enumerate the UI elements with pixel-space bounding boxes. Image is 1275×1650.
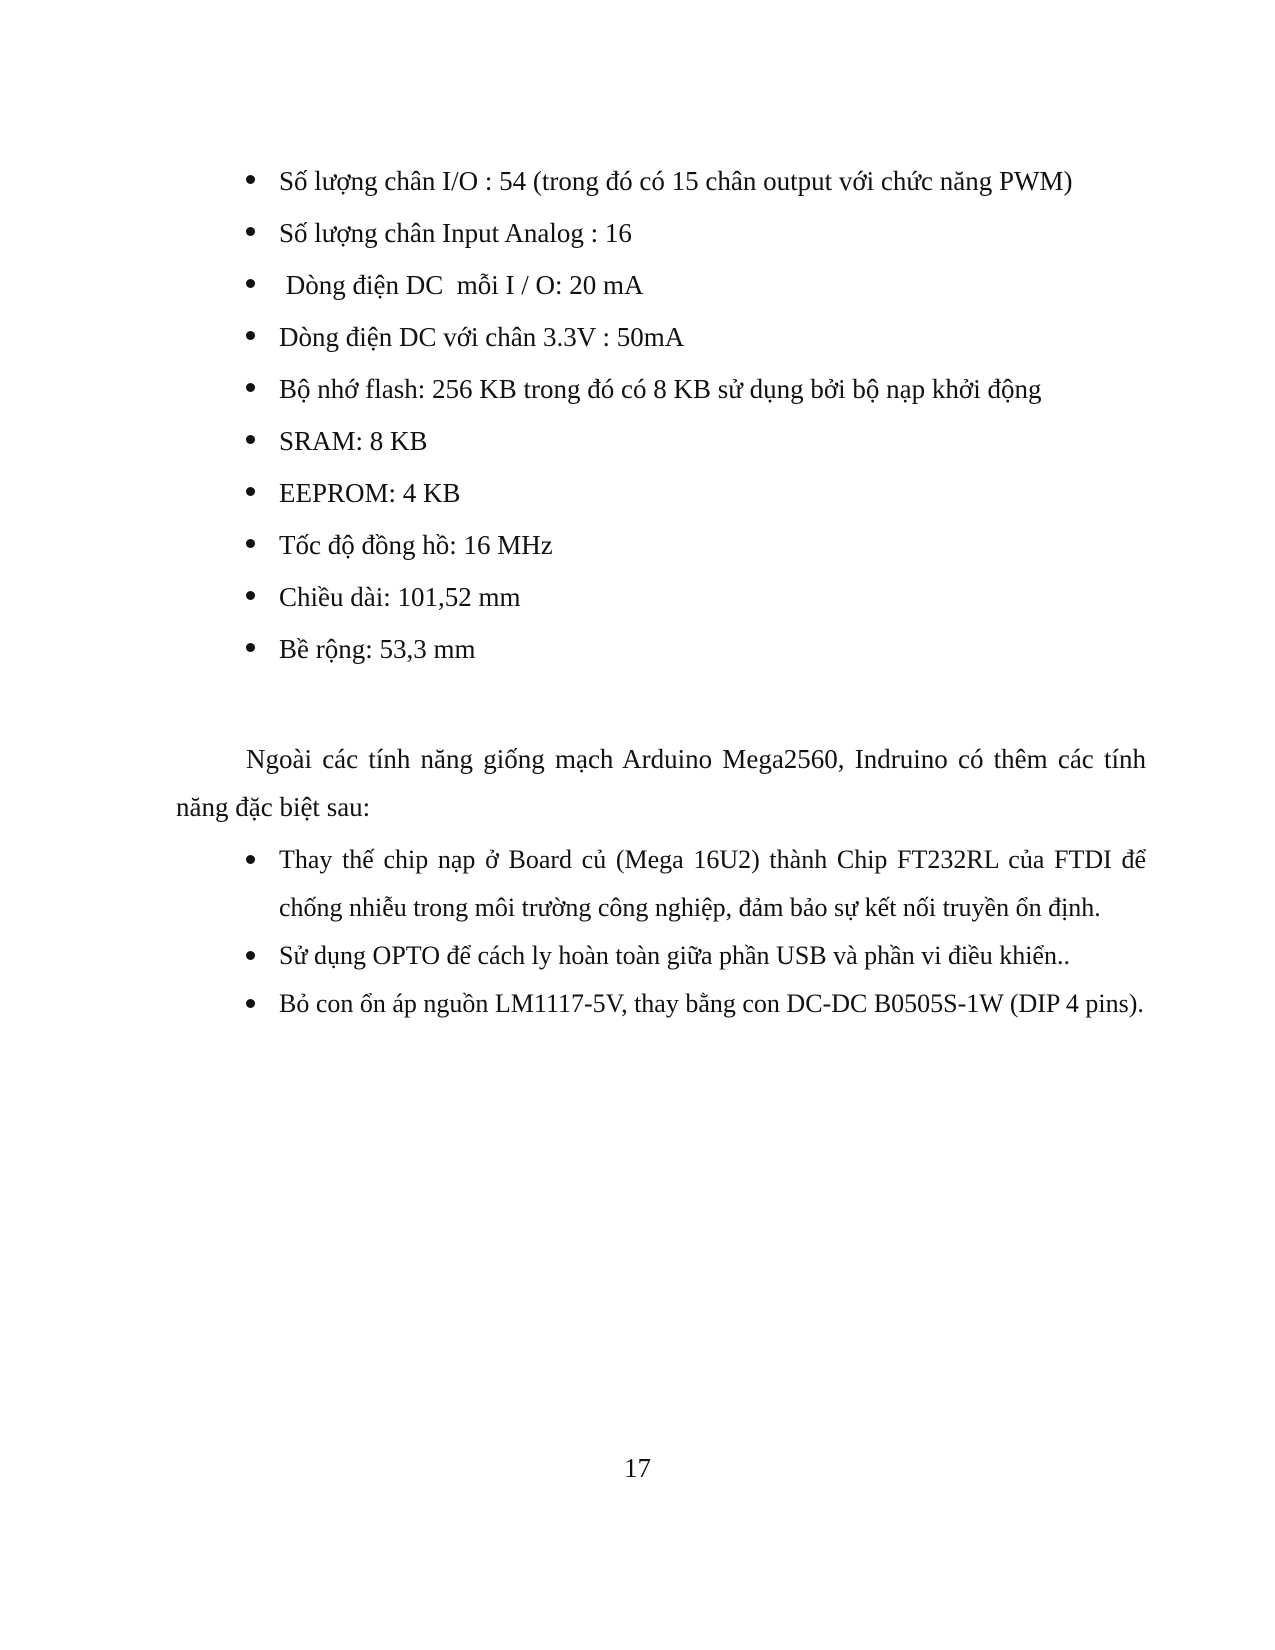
feature-item xyxy=(246,836,1146,932)
bullet-icon xyxy=(246,383,255,392)
bullet-icon xyxy=(246,487,255,496)
feature-text: Sử dụng OPTO để cách ly hoàn toàn giữa phần USB và phần vi điều khiển.. xyxy=(279,941,1070,970)
bullet-icon xyxy=(246,643,255,652)
intro-paragraph: Ngoài các tính năng giống mạch Arduino Mega2560, Indruino có thêm các tính năng đặc biệt sau: xyxy=(176,744,1146,822)
spec-list xyxy=(246,160,1146,680)
feature-text: Thay thế chip nạp ở Board củ (Mega 16U2) thành Chip FT232RL của FTDI để chống nhiễu trong môi trường công nghiệp, đảm bảo sự kết nối truyền ổn định. xyxy=(279,845,1146,922)
bullet-icon xyxy=(246,279,255,288)
spec-text: Tốc độ đồng hồ: 16 MHz xyxy=(279,530,553,560)
spec-text: Dòng điện DC với chân 3.3V : 50mA xyxy=(279,322,685,352)
spec-text: Số lượng chân I/O : 54 (trong đó có 15 chân output với chức năng PWM) xyxy=(279,166,1073,196)
bullet-icon xyxy=(246,435,255,444)
feature-item xyxy=(246,980,1146,1028)
spec-item xyxy=(246,368,1146,420)
bullet-icon xyxy=(246,951,255,960)
feature-text: Bỏ con ổn áp nguồn LM1117-5V, thay bằng con DC-DC B0505S-1W (DIP 4 pins). xyxy=(279,989,1144,1018)
spec-item xyxy=(246,212,1146,264)
bullet-icon xyxy=(246,855,255,864)
bullet-icon xyxy=(246,227,255,236)
spec-text: Số lượng chân Input Analog : 16 xyxy=(279,218,632,248)
spec-text: Bề rộng: 53,3 mm xyxy=(279,634,476,664)
spec-item xyxy=(246,472,1146,524)
bullet-icon xyxy=(246,539,255,548)
spec-item xyxy=(246,628,1146,680)
feature-list xyxy=(246,836,1146,1028)
spec-item xyxy=(246,420,1146,472)
bullet-icon xyxy=(246,331,255,340)
page-number: 17 xyxy=(624,1453,651,1483)
spec-text: Dòng điện DC mỗi I / O: 20 mA xyxy=(279,270,644,300)
feature-item xyxy=(246,932,1146,980)
spec-text: SRAM: 8 KB xyxy=(279,426,428,456)
spec-text: EEPROM: 4 KB xyxy=(279,478,461,508)
spec-item xyxy=(246,160,1146,212)
bullet-icon xyxy=(246,999,255,1008)
spec-text: Bộ nhớ flash: 256 KB trong đó có 8 KB sử dụng bởi bộ nạp khởi động xyxy=(279,374,1042,404)
spec-item xyxy=(246,316,1146,368)
spec-item xyxy=(246,576,1146,628)
spec-item xyxy=(246,524,1146,576)
bullet-icon xyxy=(246,591,255,600)
spec-text: Chiều dài: 101,52 mm xyxy=(279,582,521,612)
spec-item xyxy=(246,264,1146,316)
bullet-icon xyxy=(246,175,255,184)
